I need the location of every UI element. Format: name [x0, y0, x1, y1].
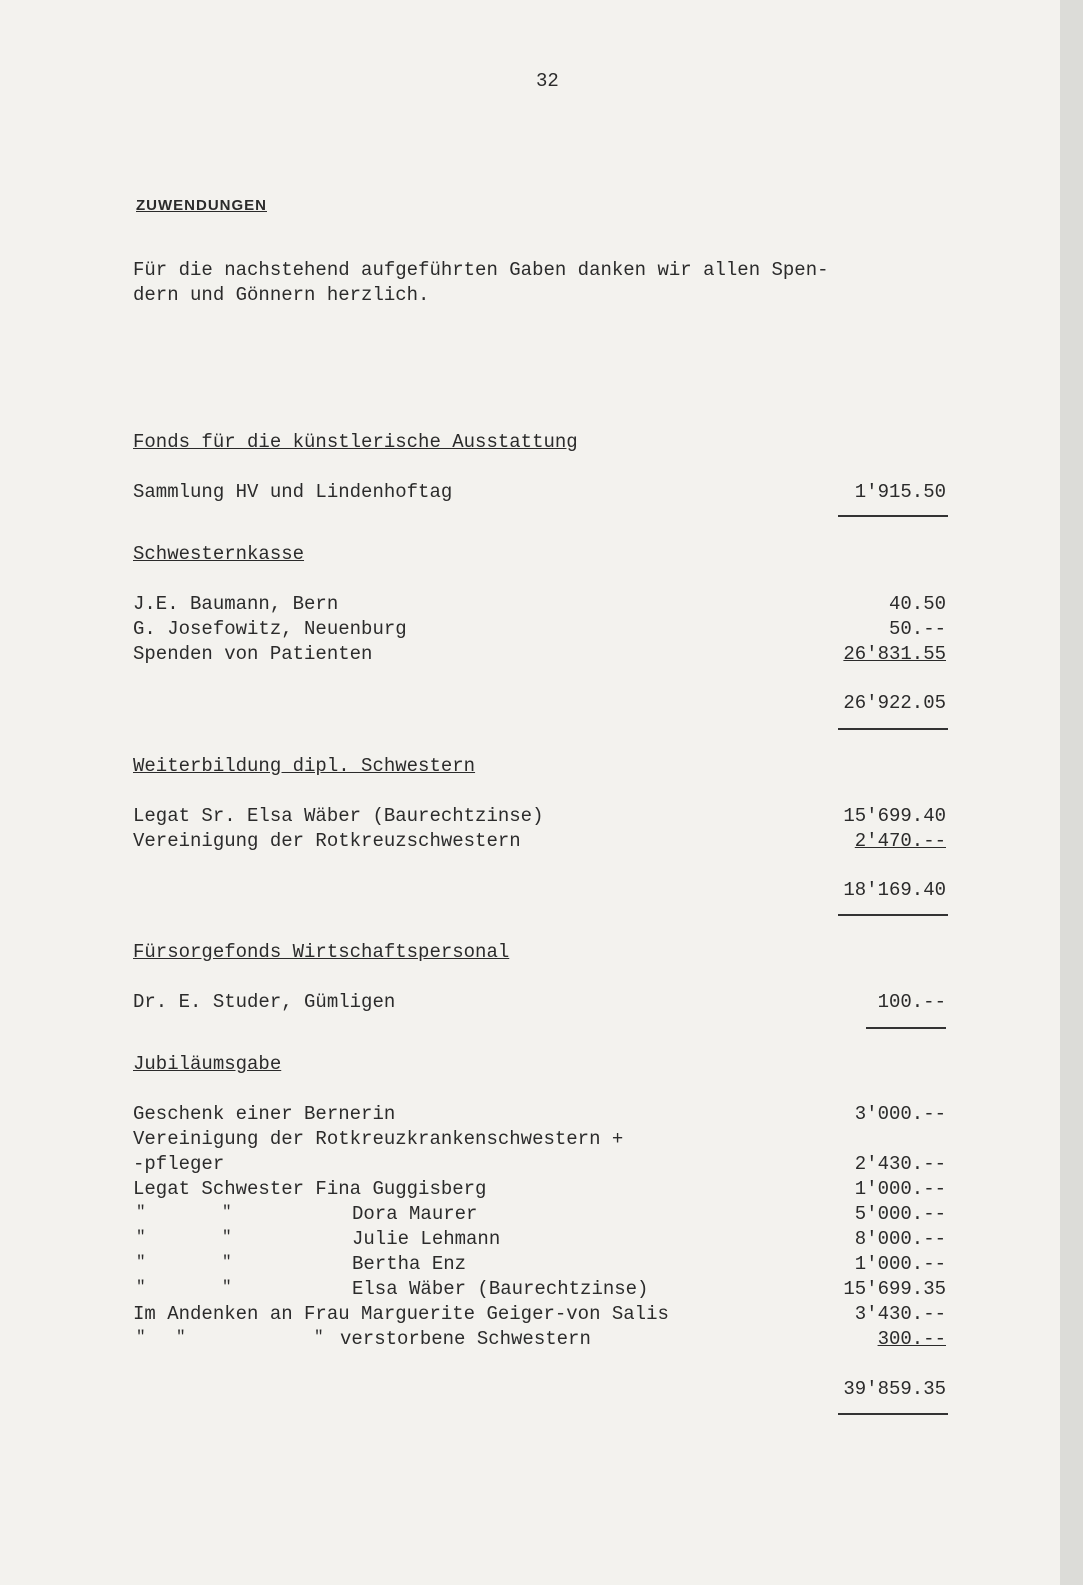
item-label: G. Josefowitz, Neuenburg	[133, 618, 407, 640]
item-label: Spenden von Patienten	[133, 643, 373, 665]
item-label: Vereinigung der Rotkreuzschwestern	[133, 830, 521, 852]
ditto-mark: "	[136, 1228, 146, 1246]
section-heading-schwesternkasse: Schwesternkasse	[133, 543, 305, 565]
section-heading-fuersorge: Fürsorgefonds Wirtschaftspersonal	[133, 941, 510, 963]
item-amount: 2'430.--	[854, 1153, 946, 1175]
item-amount: 26'831.55	[843, 643, 946, 665]
item-amount: 8'000.--	[854, 1228, 946, 1250]
page-title: ZUWENDUNGEN	[136, 197, 267, 214]
item-amount: 50.--	[888, 618, 946, 640]
item-label: verstorbene Schwestern	[340, 1328, 591, 1350]
item-label: Geschenk einer Bernerin	[133, 1103, 396, 1125]
item-label: Bertha Enz	[352, 1253, 467, 1275]
item-amount: 5'000.--	[854, 1203, 946, 1225]
item-label: Elsa Wäber (Baurechtzinse)	[352, 1278, 649, 1300]
ditto-mark: "	[136, 1253, 146, 1271]
item-label: -pfleger	[133, 1153, 225, 1175]
ditto-mark: "	[222, 1253, 232, 1271]
ditto-mark: "	[136, 1278, 146, 1296]
item-label: Im Andenken an Frau Marguerite Geiger-von Salis	[133, 1303, 669, 1325]
intro-line-2: dern und Gönnern herzlich.	[133, 284, 430, 306]
ditto-mark: "	[222, 1228, 232, 1246]
ditto-mark: "	[136, 1203, 146, 1221]
section-heading-weiterbildung: Weiterbildung dipl. Schwestern	[133, 755, 476, 777]
item-amount: 1'000.--	[854, 1178, 946, 1200]
total-rule	[866, 1027, 946, 1029]
item-label: Julie Lehmann	[352, 1228, 501, 1250]
item-label: Dr. E. Studer, Gümligen	[133, 991, 396, 1013]
ditto-mark: "	[222, 1278, 232, 1296]
item-amount: 40.50	[888, 593, 946, 615]
ditto-mark: "	[176, 1328, 186, 1346]
item-label: Vereinigung der Rotkreuzkrankenschwestern +	[133, 1128, 624, 1150]
intro-paragraph	[133, 258, 829, 308]
ditto-mark: "	[136, 1328, 146, 1346]
total-rule	[838, 914, 948, 916]
intro-line-1: Für die nachstehend aufgeführten Gaben danken wir allen Spen-	[133, 259, 829, 281]
item-amount: 300.--	[877, 1328, 946, 1350]
ditto-mark: "	[314, 1328, 324, 1346]
section-heading-jubilaeum: Jubiläumsgabe	[133, 1053, 282, 1075]
item-amount: 15'699.40	[843, 805, 946, 827]
total-rule	[838, 1413, 948, 1415]
item-label: Dora Maurer	[352, 1203, 478, 1225]
item-amount: 3'430.--	[854, 1303, 946, 1325]
item-label: J.E. Baumann, Bern	[133, 593, 339, 615]
item-amount: 100.--	[877, 991, 946, 1013]
total-rule	[838, 515, 948, 517]
total-rule	[838, 728, 948, 730]
item-label: Sammlung HV und Lindenhoftag	[133, 481, 453, 503]
item-amount: 3'000.--	[854, 1103, 946, 1125]
section-heading-fonds: Fonds für die künstlerische Ausstattung	[133, 431, 578, 453]
item-label: Legat Schwester Fina Guggisberg	[133, 1178, 487, 1200]
page-number: 32	[536, 70, 559, 92]
item-amount: 15'699.35	[843, 1278, 946, 1300]
section-total: 26'922.05	[843, 692, 946, 714]
item-amount: 2'470.--	[854, 830, 946, 852]
section-total: 39'859.35	[843, 1378, 946, 1400]
ditto-mark: "	[222, 1203, 232, 1221]
item-amount: 1'915.50	[854, 481, 946, 503]
item-amount: 1'000.--	[854, 1253, 946, 1275]
item-label: Legat Sr. Elsa Wäber (Baurechtzinse)	[133, 805, 544, 827]
section-total: 18'169.40	[843, 879, 946, 901]
